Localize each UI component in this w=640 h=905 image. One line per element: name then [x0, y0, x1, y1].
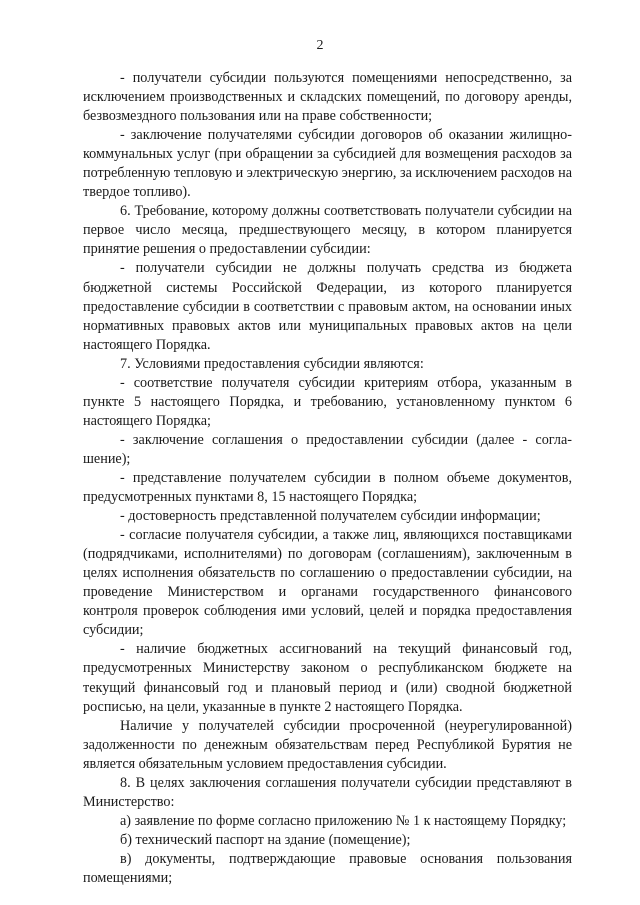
paragraph-item-a-application: а) заявление по форме согласно приложению № 1 к настоящему Порядку;: [120, 812, 567, 829]
paragraph-budget-allocations: - наличие бюджетных ассигнований на текущий финансовый год, предусмотренных Министерству законом о республиканском бюджете на текущий финансовый год и плановый период и (или) сводной бюджетной росписью, на цели, указанные в пункте 2 настоящего Порядка.: [83, 641, 572, 715]
paragraph-item-6-requirement: 6. Требование, которому должны соответствовать получатели субсидии на первое число месяца, предшествующего месяцу, в котором планируется принятие решения о предоставлении субсидии:: [83, 203, 572, 258]
document-body: [83, 69, 572, 888]
paragraph-no-budget-funds: - получатели субсидии не должны получать средства из бюджета бюджетной системы Российской Федерации, из которого планируется предоставление субсидии в соответствии с правовым актом, на основании иных нормативных правовых актов или муниципальных правовых актов на цели настоящего Порядка.: [83, 260, 572, 353]
paragraph-item-8-submission: 8. В целях заключения соглашения получатели субсидии представляют в Министерство:: [83, 774, 572, 810]
paragraph-utility-contracts: - заключение получателями субсидии договоров об оказании жилищно-коммунальных услуг (при обращении за субсидией для возмещения расходов за потребленную тепловую и электрическую энергию, за исключением расходов на твердое топливо).: [83, 127, 572, 201]
paragraph-audit-consent: - согласие получателя субсидии, а также лиц, являющихся поставщиками (подрядчиками, исполнителями) по договорам (соглашениям), заключенным в целях исполнения обязательств по соглашению о предоставлении субсидии, на проведение Министерством и органами государственного финансового контроля проверок соблюдения ими условий, целей и порядка предоставления субсидии;: [83, 527, 572, 639]
paragraph-item-b-passport: б) технический паспорт на здание (помещение);: [120, 831, 411, 848]
paragraph-information-reliability: - достоверность представленной получателем субсидии информации;: [120, 508, 541, 525]
paragraph-documents-submission: - представление получателем субсидии в полном объеме документов, предусмотренных пунктами 8, 15 настоящего Порядка;: [83, 469, 572, 506]
paragraph-item-7-conditions: 7. Условиями предоставления субсидии являются:: [120, 355, 424, 372]
page-number: 2: [316, 38, 324, 53]
paragraph-overdue-debt: Наличие у получателей субсидии просроченной (неурегулированной) задолженности по денежным обязательствам перед Республикой Бурятия не является обязательным условием предоставления субсидии.: [83, 717, 572, 772]
paragraph-agreement-conclusion: - заключение соглашения о предоставлении субсидии (далее - соглашение);: [83, 431, 572, 467]
paragraph-item-v-legal-grounds: в) документы, подтверждающие правовые основания пользования помещениями;: [83, 850, 572, 886]
paragraph-premises-use: - получатели субсидии пользуются помещениями непосредственно, за исключением производственных и складских помещений, по договору аренды, безвозмездного пользования или на праве собственности;: [83, 70, 572, 125]
paragraph-criteria-compliance: - соответствие получателя субсидии критериям отбора, указанным в пункте 5 настоящего Порядка, и требованию, установленному пунктом 6 настоящего Порядка;: [83, 374, 572, 429]
